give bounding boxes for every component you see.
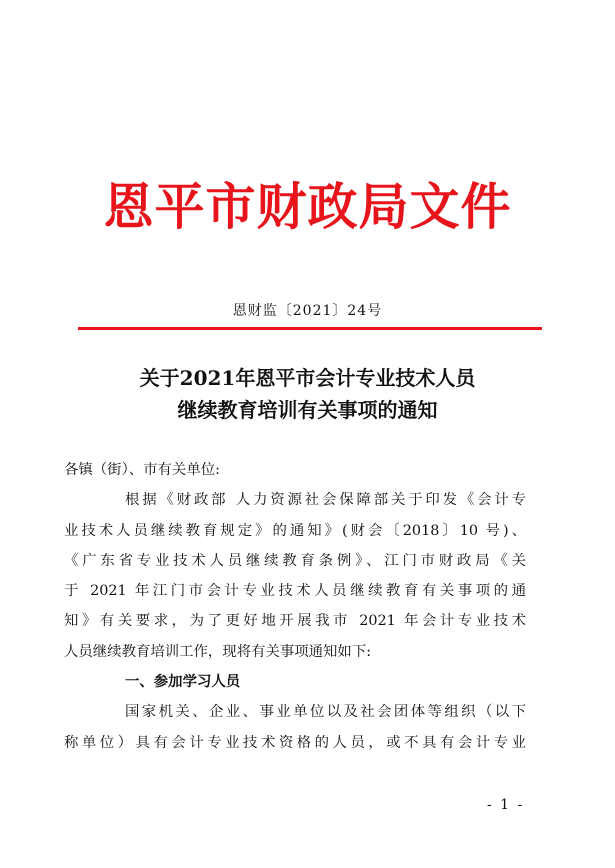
red-divider-line <box>78 327 542 330</box>
paragraph-line: 称单位）具有会计专业技术资格的人员，或不具有会计专业 <box>64 734 526 751</box>
paragraph-line: 知》有关要求，为了更好地开展我市 2021 年会计专业技术 <box>64 613 526 630</box>
notice-title <box>0 362 615 426</box>
paragraph-line: 于 2021 年江门市会计专业技术人员继续教育有关事项的通 <box>64 583 526 600</box>
paragraph-line: 业技术人员继续教育规定》的通知》(财会〔2018〕10 号)、 <box>64 522 526 539</box>
paragraph-line: 《广东省专业技术人员继续教育条例》、江门市财政局《关 <box>64 552 526 569</box>
document-header-title: 恩平市财政局文件 <box>103 177 512 236</box>
section-heading-1: 一、参加学习人员 <box>125 674 241 691</box>
notice-title-line-2: 继续教育培训有关事项的通知 <box>177 398 438 422</box>
document-number: 恩财监〔2021〕24号 <box>232 303 383 319</box>
page-number: - 1 - <box>487 797 525 813</box>
paragraph-line: 根据《财政部 人力资源社会保障部关于印发《会计专 <box>125 492 526 509</box>
salutation: 各镇（街）、市有关单位: <box>64 462 220 478</box>
paragraph-line: 人员继续教育培训工作，现将有关事项通知如下: <box>64 643 372 660</box>
document-body <box>64 455 526 758</box>
paragraph-line: 国家机关、企业、事业单位以及社会团体等组织（以下 <box>125 704 526 721</box>
notice-title-line-1: 关于2021年恩平市会计专业技术人员 <box>139 366 476 390</box>
